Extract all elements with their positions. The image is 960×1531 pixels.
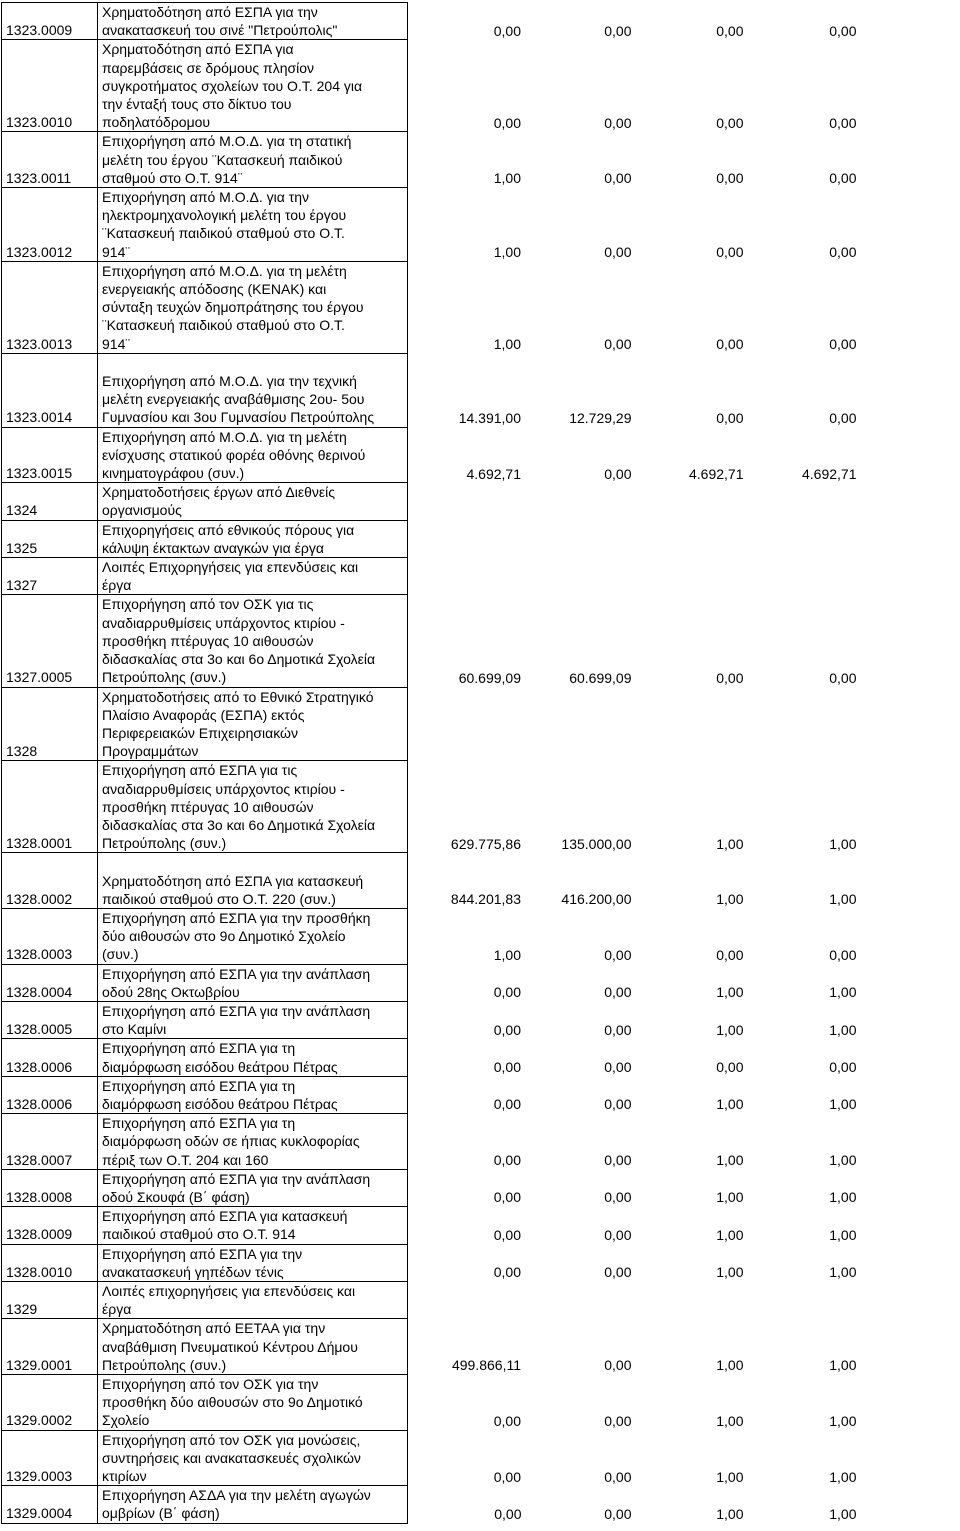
budget-code-cell: 1328.0006 (2, 1076, 98, 1113)
amount-cell: 0,00 (493, 22, 521, 39)
amount-cell: 0,00 (716, 409, 744, 426)
table-row (2, 188, 857, 262)
amount-cell (408, 1281, 522, 1318)
table-row (2, 261, 857, 353)
table-row (2, 520, 857, 557)
amount-cell: 0,00 (604, 1059, 632, 1076)
amount-cell: 1,00 (716, 1226, 744, 1243)
amount-cell: 0,00 (716, 244, 744, 261)
amount-cell: 416.200,00 (561, 891, 632, 908)
amount-cell (632, 1281, 744, 1318)
amount-cell: 4.692,71 (802, 465, 857, 482)
table-row (2, 1169, 857, 1206)
amount-cell: 12.729,29 (569, 409, 632, 426)
table-row (2, 853, 857, 909)
amount-cell: 0,00 (493, 1412, 521, 1429)
budget-code-cell: 1327.0005 (2, 595, 98, 687)
budget-code-cell: 1329 (2, 1281, 98, 1318)
amount-cell: 0,00 (716, 946, 744, 963)
description-cell: Επιχορήγηση από ΕΣΠΑ για κατασκευή παιδικού σταθμού στο Ο.Τ. 914 (98, 1207, 408, 1244)
description-cell: Επιχορήγηση από ΕΣΠΑ για την ανάπλαση οδού 28ης Οκτωβρίου (98, 964, 408, 1001)
amount-cell (408, 687, 522, 761)
amount-cell: 0,00 (829, 114, 857, 131)
amount-cell (408, 520, 522, 557)
amount-cell: 1,00 (716, 1412, 744, 1429)
amount-cell: 0,00 (604, 1226, 632, 1243)
budget-code-cell: 1323.0015 (2, 427, 98, 483)
amount-cell: 0,00 (716, 22, 744, 39)
amount-cell: 1,00 (493, 946, 521, 963)
amount-cell: 0,00 (829, 244, 857, 261)
amount-cell: 0,00 (829, 336, 857, 353)
amount-cell (744, 483, 857, 520)
amount-cell: 0,00 (604, 1152, 632, 1169)
budget-code-cell: 1328.0001 (2, 761, 98, 853)
table-row (2, 595, 857, 687)
budget-code-cell: 1325 (2, 520, 98, 557)
amount-cell: 4.692,71 (689, 465, 744, 482)
amount-cell: 0,00 (604, 114, 632, 131)
description-cell: Επιχορήγηση από ΕΣΠΑ για την ανάπλαση στο Καμίνι (98, 1001, 408, 1038)
table-row (2, 1244, 857, 1281)
amount-cell (744, 558, 857, 595)
amount-cell: 1,00 (829, 1264, 857, 1281)
budget-code-cell: 1328.0002 (2, 853, 98, 909)
description-cell: Λοιπές Επιχορηγήσεις για επενδύσεις και έργα (98, 558, 408, 595)
budget-code-cell: 1324 (2, 483, 98, 520)
amount-cell: 0,00 (604, 170, 632, 187)
budget-code-cell: 1328.0007 (2, 1114, 98, 1170)
table-row (2, 1001, 857, 1038)
budget-code-cell: 1323.0013 (2, 261, 98, 353)
description-cell: Χρηματοδοτήσεις έργων από Διεθνείς οργανισμούς (98, 483, 408, 520)
amount-cell: 0,00 (829, 409, 857, 426)
budget-code-cell: 1328.0006 (2, 1039, 98, 1076)
table-row (2, 1430, 857, 1486)
budget-code-cell: 1328.0005 (2, 1001, 98, 1038)
table-row (2, 964, 857, 1001)
budget-code-cell: 1328.0009 (2, 1207, 98, 1244)
amount-cell: 0,00 (493, 1059, 521, 1076)
amount-cell: 0,00 (604, 465, 632, 482)
amount-cell (632, 687, 744, 761)
table-row (2, 40, 857, 132)
amount-cell: 1,00 (716, 1505, 744, 1522)
budget-code-cell: 1323.0012 (2, 188, 98, 262)
amount-cell: 1,00 (716, 891, 744, 908)
amount-cell: 1,00 (716, 1264, 744, 1281)
budget-table (1, 2, 857, 1524)
description-cell: Επιχορήγηση από ΕΣΠΑ για τη διαμόρφωση εισόδου θεάτρου Πέτρας (98, 1076, 408, 1113)
budget-code-cell: 1329.0002 (2, 1375, 98, 1431)
description-cell: Επιχορήγηση από ΕΣΠΑ για τη διαμόρφωση οδών σε ήπιας κυκλοφορίας πέριξ των Ο.Τ. 204 και 160 (98, 1114, 408, 1170)
amount-cell: 1,00 (829, 1096, 857, 1113)
amount-cell: 0,00 (604, 1189, 632, 1206)
amount-cell: 629.775,86 (450, 835, 521, 852)
amount-cell: 0,00 (716, 114, 744, 131)
description-cell: Επιχορήγηση από Μ.Ο.Δ. για την ηλεκτρομηχανολογική μελέτη του έργου ¨Κατασκευή παιδικού σταθμού στο Ο.Τ. 914¨ (98, 188, 408, 262)
amount-cell: 0,00 (829, 946, 857, 963)
table-row (2, 558, 857, 595)
amount-cell: 1,00 (716, 1021, 744, 1038)
amount-cell (522, 687, 632, 761)
amount-cell: 1,00 (829, 891, 857, 908)
amount-cell: 0,00 (604, 244, 632, 261)
amount-cell: 0,00 (604, 1412, 632, 1429)
budget-code-cell: 1328.0003 (2, 908, 98, 964)
amount-cell: 0,00 (604, 1264, 632, 1281)
amount-cell: 0,00 (604, 1021, 632, 1038)
description-cell: Επιχορήγηση από ΕΣΠΑ για τις αναδιαρρυθμίσεις υπάρχοντος κτιρίου - προσθήκη πτέρυγας 10 αιθουσών διδασκαλίας στα 3ο και 6ο Δημοτικά Σχολεία Πετρούπολης (συν.) (98, 761, 408, 853)
amount-cell: 60.699,09 (458, 669, 521, 686)
amount-cell: 0,00 (493, 1264, 521, 1281)
table-row (2, 1319, 857, 1375)
amount-cell: 0,00 (829, 669, 857, 686)
table-row (2, 1281, 857, 1318)
table-row (2, 483, 857, 520)
amount-cell: 1,00 (716, 1189, 744, 1206)
table-row (2, 908, 857, 964)
description-cell: Επιχορήγηση από ΕΣΠΑ για την ανάπλαση οδού Σκουφά (Β΄ φάση) (98, 1169, 408, 1206)
table-body (2, 3, 857, 1524)
amount-cell (632, 483, 744, 520)
amount-cell: 0,00 (716, 1059, 744, 1076)
amount-cell: 0,00 (604, 946, 632, 963)
budget-code-cell: 1323.0009 (2, 3, 98, 40)
amount-cell: 1,00 (829, 984, 857, 1001)
amount-cell (408, 558, 522, 595)
description-cell: Χρηματοδοτήσεις από το Εθνικό Στρατηγικό Πλαίσιο Αναφοράς (ΕΣΠΑ) εκτός Περιφερειακών Επιχειρησιακών Προγραμμάτων (98, 687, 408, 761)
amount-cell (408, 483, 522, 520)
budget-code-cell: 1329.0003 (2, 1430, 98, 1486)
budget-code-cell: 1328.0010 (2, 1244, 98, 1281)
amount-cell: 0,00 (493, 1152, 521, 1169)
amount-cell: 1,00 (829, 1226, 857, 1243)
amount-cell: 1,00 (829, 1357, 857, 1374)
amount-cell: 0,00 (493, 984, 521, 1001)
amount-cell (632, 558, 744, 595)
table-row (2, 687, 857, 761)
amount-cell: 4.692,71 (466, 465, 521, 482)
amount-cell: 0,00 (829, 22, 857, 39)
amount-cell: 0,00 (716, 336, 744, 353)
budget-code-cell: 1323.0011 (2, 132, 98, 188)
amount-cell: 1,00 (716, 835, 744, 852)
amount-cell: 1,00 (716, 984, 744, 1001)
table-row (2, 1207, 857, 1244)
table-row (2, 427, 857, 483)
description-cell: Επιχορήγηση από Μ.Ο.Δ. για τη μελέτη ενεργειακής απόδοσης (ΚΕΝΑΚ) και σύνταξη τευχών δημοπράτησης του έργου ¨Κατασκευή παιδικού σταθμού στο Ο.Τ. 914¨ (98, 261, 408, 353)
amount-cell: 0,00 (604, 22, 632, 39)
amount-cell: 0,00 (493, 114, 521, 131)
budget-code-cell: 1329.0001 (2, 1319, 98, 1375)
amount-cell: 0,00 (829, 170, 857, 187)
budget-code-cell: 1327 (2, 558, 98, 595)
description-cell: Επιχορήγηση από ΕΣΠΑ για τη διαμόρφωση εισόδου θεάτρου Πέτρας (98, 1039, 408, 1076)
amount-cell: 1,00 (493, 170, 521, 187)
table-row (2, 1114, 857, 1170)
description-cell: Επιχορήγηση από τον ΟΣΚ για την προσθήκη δύο αιθουσών στο 9ο Δημοτικό Σχολείο (98, 1375, 408, 1431)
amount-cell: 0,00 (716, 170, 744, 187)
amount-cell: 1,00 (716, 1152, 744, 1169)
amount-cell (744, 520, 857, 557)
amount-cell: 0,00 (493, 1226, 521, 1243)
amount-cell: 1,00 (829, 1505, 857, 1522)
amount-cell (522, 1281, 632, 1318)
amount-cell (744, 687, 857, 761)
description-cell: Λοιπές επιχορηγήσεις για επενδύσεις και έργα (98, 1281, 408, 1318)
amount-cell: 1,00 (716, 1357, 744, 1374)
description-cell: Επιχορηγήσεις από εθνικούς πόρους για κάλυψη έκτακτων αναγκών για έργα (98, 520, 408, 557)
amount-cell: 1,00 (829, 1412, 857, 1429)
description-cell: Χρηματοδότηση από ΕΣΠΑ για την ανακατασκευή του σινέ "Πετρούπολις" (98, 3, 408, 40)
amount-cell: 1,00 (493, 336, 521, 353)
amount-cell: 0,00 (829, 1059, 857, 1076)
amount-cell: 0,00 (716, 669, 744, 686)
amount-cell: 844.201,83 (450, 891, 521, 908)
amount-cell: 135.000,00 (561, 835, 632, 852)
description-cell: Επιχορήγηση από Μ.Ο.Δ. για τη μελέτη ενίσχυσης στατικού φορέα οθόνης θερινού κινηματογράφου (συν.) (98, 427, 408, 483)
amount-cell: 1,00 (716, 1468, 744, 1485)
table-row (2, 1486, 857, 1523)
description-cell: Χρηματοδότηση από ΕΣΠΑ για κατασκευή παιδικού σταθμού στο Ο.Τ. 220 (συν.) (98, 853, 408, 909)
budget-code-cell: 1329.0004 (2, 1486, 98, 1523)
amount-cell: 1,00 (829, 835, 857, 852)
amount-cell: 499.866,11 (451, 1357, 521, 1374)
amount-cell: 1,00 (716, 1096, 744, 1113)
table-row (2, 761, 857, 853)
amount-cell: 0,00 (604, 1505, 632, 1522)
description-cell: Επιχορήγηση από Μ.Ο.Δ. για τη στατική μελέτη του έργου ¨Κατασκευή παιδικού σταθμού στο Ο.Τ. 914¨ (98, 132, 408, 188)
amount-cell: 0,00 (493, 1096, 521, 1113)
description-cell: Χρηματοδότηση από ΕΣΠΑ για παρεμβάσεις σε δρόμους πλησίον συγκροτήματος σχολείων του Ο.Τ. 204 για την ένταξή τους στο δίκτυο του ποδηλατόδρομου (98, 40, 408, 132)
amount-cell: 1,00 (829, 1189, 857, 1206)
description-cell: Επιχορήγηση από τον ΟΣΚ για μονώσεις, συντηρήσεις και ανακατασκευές σχολικών κτιρίων (98, 1430, 408, 1486)
description-cell: Επιχορήγηση από ΕΣΠΑ για την ανακατασκευή γηπέδων τένις (98, 1244, 408, 1281)
amount-cell: 1,00 (493, 244, 521, 261)
budget-code-cell: 1323.0010 (2, 40, 98, 132)
budget-code-cell: 1328.0008 (2, 1169, 98, 1206)
amount-cell: 0,00 (493, 1021, 521, 1038)
description-cell: Επιχορήγηση ΑΣΔΑ για την μελέτη αγωγών ομβρίων (Β΄ φάση) (98, 1486, 408, 1523)
table-row (2, 3, 857, 40)
budget-code-cell: 1323.0014 (2, 353, 98, 427)
amount-cell: 0,00 (604, 1357, 632, 1374)
description-cell: Επιχορήγηση από Μ.Ο.Δ. για την τεχνική μελέτη ενεργειακής αναβάθμισης 2ου- 5ου Γυμνασίου και 3ου Γυμνασίου Πετρούπολης (98, 353, 408, 427)
amount-cell (632, 520, 744, 557)
budget-code-cell: 1328 (2, 687, 98, 761)
table-row (2, 353, 857, 427)
amount-cell: 14.391,00 (458, 409, 521, 426)
amount-cell (522, 520, 632, 557)
amount-cell (744, 1281, 857, 1318)
amount-cell: 0,00 (604, 1096, 632, 1113)
amount-cell: 0,00 (493, 1468, 521, 1485)
amount-cell: 0,00 (604, 984, 632, 1001)
amount-cell: 0,00 (604, 336, 632, 353)
amount-cell (522, 483, 632, 520)
table-row (2, 1039, 857, 1076)
description-cell: Χρηματοδότηση από ΕΕΤΑΑ για την αναβάθμιση Πνευματικού Κέντρου Δήμου Πετρούπολης (συν.) (98, 1319, 408, 1375)
table-row (2, 132, 857, 188)
amount-cell: 60.699,09 (569, 669, 632, 686)
description-cell: Επιχορήγηση από ΕΣΠΑ για την προσθήκη δύο αιθουσών στο 9ο Δημοτικό Σχολείο (συν.) (98, 908, 408, 964)
amount-cell: 1,00 (829, 1468, 857, 1485)
amount-cell: 1,00 (829, 1021, 857, 1038)
description-cell: Επιχορήγηση από τον ΟΣΚ για τις αναδιαρρυθμίσεις υπάρχοντος κτιρίου - προσθήκη πτέρυγας 10 αιθουσών διδασκαλίας στα 3ο και 6ο Δημοτικά Σχολεία Πετρούπολης (συν.) (98, 595, 408, 687)
amount-cell: 0,00 (494, 1505, 522, 1522)
amount-cell (522, 558, 632, 595)
table-row (2, 1375, 857, 1431)
table-row (2, 1076, 857, 1113)
amount-cell: 0,00 (604, 1468, 632, 1485)
amount-cell: 1,00 (829, 1152, 857, 1169)
amount-cell: 0,00 (493, 1189, 521, 1206)
budget-code-cell: 1328.0004 (2, 964, 98, 1001)
